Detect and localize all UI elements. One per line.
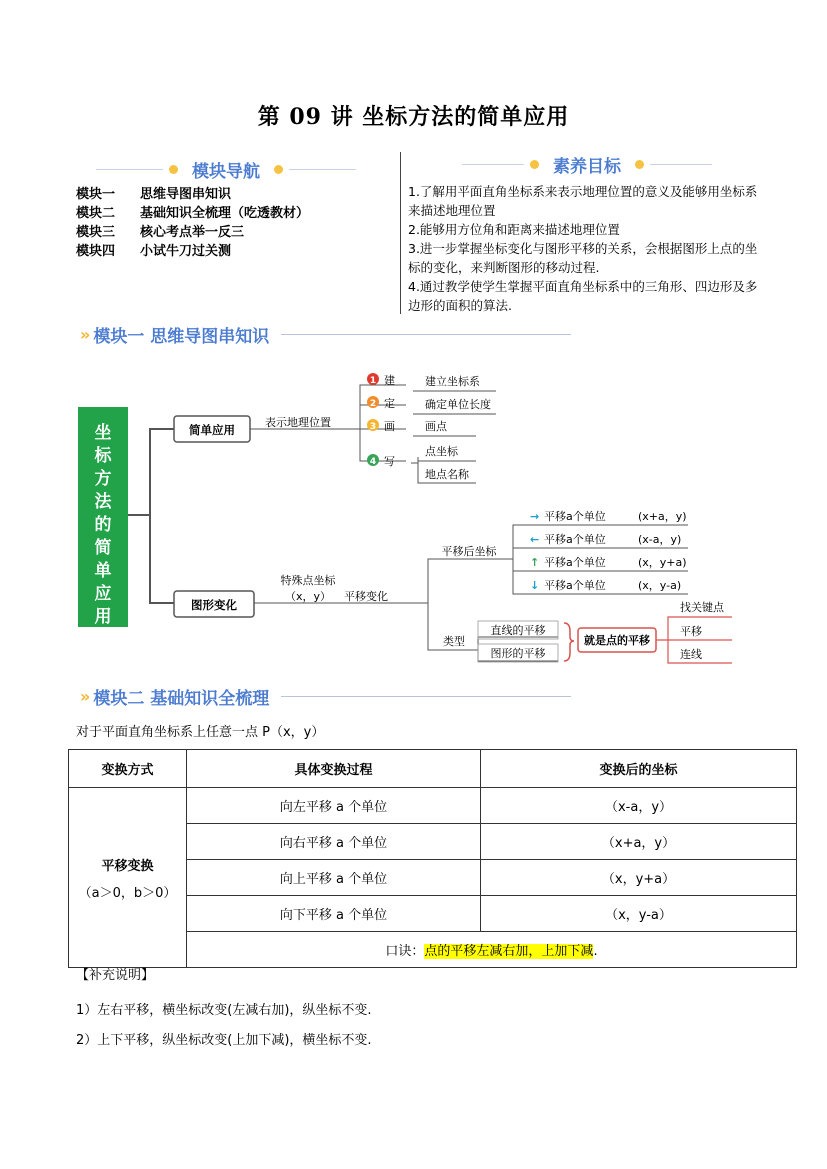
step-details bbox=[425, 374, 491, 481]
connector bbox=[128, 429, 174, 603]
goal-item: 3.进一步掌握坐标变化与图形平移的关系，会根据图形上点的坐标的变化，来判断图形的移动过程. bbox=[408, 241, 758, 275]
essence-items bbox=[680, 600, 725, 661]
method-cell bbox=[69, 788, 187, 968]
intro-text: 对于平面直角坐标系上任意一点 P（x，y） bbox=[76, 725, 325, 740]
section1-title: 模块一 思维导图串知识 bbox=[93, 326, 270, 347]
divider bbox=[96, 169, 163, 170]
move-list bbox=[530, 509, 687, 592]
svg-text:4: 4 bbox=[369, 457, 377, 467]
step-detail: 确定单位长度 bbox=[425, 398, 491, 411]
mind-map bbox=[76, 365, 746, 670]
divider bbox=[650, 164, 712, 165]
dot-icon bbox=[530, 160, 539, 169]
step-detail: 画点 bbox=[425, 420, 447, 433]
step-label: 画 bbox=[384, 420, 395, 433]
type-label: 类型 bbox=[443, 635, 465, 648]
step-list bbox=[367, 373, 395, 468]
dot-icon bbox=[169, 165, 178, 174]
table-cell: （x，y+a） bbox=[481, 860, 797, 896]
svg-text:单: 单 bbox=[94, 561, 112, 581]
b1-edge-label: 表示地理位置 bbox=[265, 416, 331, 429]
after-label: 平移后坐标 bbox=[441, 545, 497, 558]
divider bbox=[289, 169, 356, 170]
module-list bbox=[76, 185, 309, 261]
goals-header bbox=[462, 151, 712, 177]
rhyme-prefix: 口诀： bbox=[385, 944, 425, 959]
svg-text:2: 2 bbox=[369, 399, 377, 409]
transform-table bbox=[68, 749, 797, 968]
divider bbox=[281, 696, 571, 697]
step-label: 建 bbox=[384, 374, 395, 387]
note-item: 2）上下平移，纵坐标改变(上加下减)，横坐标不变. bbox=[76, 1033, 372, 1048]
table-cell: 向左平移 a 个单位 bbox=[187, 788, 481, 824]
note-item: 1）左右平移，横坐标改变(左减右加)，纵坐标不变. bbox=[76, 1003, 372, 1018]
translate-label: 平移变化 bbox=[344, 590, 388, 603]
arrow-right-icon: → bbox=[530, 510, 540, 523]
goals-header-label: 素养目标 bbox=[553, 156, 621, 177]
notes-title: 【补充说明】 bbox=[76, 968, 155, 983]
move-coord: (x-a，y) bbox=[638, 533, 682, 546]
section2-title: 模块二 基础知识全梳理 bbox=[93, 688, 270, 709]
goals-list bbox=[408, 182, 758, 315]
double-chevron-icon: » bbox=[80, 686, 88, 706]
svg-text:用: 用 bbox=[94, 607, 112, 627]
svg-text:坐: 坐 bbox=[94, 423, 112, 443]
divider bbox=[281, 334, 571, 335]
b2-edge-label: 特殊点坐标 bbox=[280, 574, 336, 587]
type-item: 图形的平移 bbox=[490, 647, 546, 660]
nav-header bbox=[96, 156, 356, 182]
svg-text:标: 标 bbox=[94, 446, 112, 466]
b2-edge-label2: （x，y） bbox=[284, 590, 332, 603]
move-text: 平移a个单位 bbox=[544, 533, 606, 546]
move-text: 平移a个单位 bbox=[544, 579, 606, 592]
dot-icon bbox=[635, 160, 644, 169]
notes bbox=[76, 968, 372, 1056]
goal-item: 2.能够用方位角和距离来描述地理位置 bbox=[408, 222, 620, 237]
svg-text:1: 1 bbox=[369, 376, 377, 386]
table-header-row bbox=[69, 750, 797, 788]
branch-shape-change-label: 图形变化 bbox=[191, 598, 237, 612]
essence-item: 平移 bbox=[680, 625, 702, 638]
step-detail: 地点名称 bbox=[425, 468, 469, 481]
move-text: 平移a个单位 bbox=[544, 510, 606, 523]
svg-text:的: 的 bbox=[94, 515, 112, 535]
arrow-left-icon: ← bbox=[530, 533, 540, 546]
table-cell: 向右平移 a 个单位 bbox=[187, 824, 481, 860]
method-condition: （a＞0，b＞0） bbox=[78, 885, 177, 901]
column-divider bbox=[400, 152, 401, 314]
table-row bbox=[69, 788, 797, 824]
section2-header bbox=[80, 683, 571, 709]
root-label bbox=[94, 422, 113, 627]
table-header: 变换后的坐标 bbox=[481, 750, 797, 788]
table-header: 具体变换过程 bbox=[187, 750, 481, 788]
table-cell: （x-a，y） bbox=[481, 788, 797, 824]
rhyme-text: 点的平移左减右加，上加下减 bbox=[424, 944, 594, 959]
table-cell: 向下平移 a 个单位 bbox=[187, 896, 481, 932]
essence-item: 找关键点 bbox=[680, 601, 724, 614]
rhyme-end: . bbox=[593, 944, 598, 959]
table-cell: （x+a，y） bbox=[481, 824, 797, 860]
divider bbox=[462, 164, 524, 165]
module-item: 模块三 核心考点举一反三 bbox=[76, 225, 245, 240]
move-coord: (x+a，y) bbox=[638, 510, 687, 523]
type-item: 直线的平移 bbox=[490, 624, 546, 637]
dot-icon bbox=[274, 165, 283, 174]
page-title: 第 09 讲 坐标方法的简单应用 bbox=[257, 104, 570, 130]
essence-item: 连线 bbox=[680, 648, 702, 661]
step-label: 定 bbox=[384, 397, 395, 410]
module-item: 模块一 思维导图串知识 bbox=[76, 187, 232, 202]
rhyme-cell bbox=[187, 932, 797, 968]
essence-label: 就是点的平移 bbox=[584, 634, 650, 647]
table-cell: （x，y-a） bbox=[481, 896, 797, 932]
goal-item: 4.通过教学使学生掌握平面直角坐标系中的三角形、四边形及多边形的面积的算法. bbox=[408, 279, 758, 313]
svg-text:法: 法 bbox=[94, 492, 112, 512]
nav-header-label: 模块导航 bbox=[192, 161, 260, 182]
svg-text:方: 方 bbox=[94, 469, 112, 489]
step-detail: 建立坐标系 bbox=[425, 375, 480, 388]
step-label: 写 bbox=[384, 455, 395, 468]
move-coord: (x，y-a) bbox=[638, 579, 682, 592]
table-header: 变换方式 bbox=[69, 750, 187, 788]
double-chevron-icon: » bbox=[80, 324, 88, 344]
arrow-down-icon: ↓ bbox=[530, 579, 540, 592]
branch-simple-application-label: 简单应用 bbox=[189, 423, 235, 437]
section1-header bbox=[80, 321, 571, 347]
step-detail: 点坐标 bbox=[425, 445, 458, 458]
svg-text:简: 简 bbox=[94, 538, 112, 558]
table-cell: 向上平移 a 个单位 bbox=[187, 860, 481, 896]
module-item: 模块二 基础知识全梳理（吃透教材） bbox=[76, 206, 310, 221]
method-label: 平移变换 bbox=[101, 858, 154, 874]
module-item: 模块四 小试牛刀过关测 bbox=[76, 244, 232, 259]
move-text: 平移a个单位 bbox=[544, 556, 606, 569]
svg-text:3: 3 bbox=[369, 422, 377, 432]
move-coord: (x，y+a) bbox=[638, 556, 687, 569]
brace bbox=[564, 623, 574, 661]
arrow-up-icon: ↑ bbox=[530, 556, 540, 569]
goal-item: 1.了解用平面直角坐标系来表示地理位置的意义及能够用坐标系来描述地理位置 bbox=[408, 184, 758, 218]
svg-text:应: 应 bbox=[94, 584, 112, 604]
